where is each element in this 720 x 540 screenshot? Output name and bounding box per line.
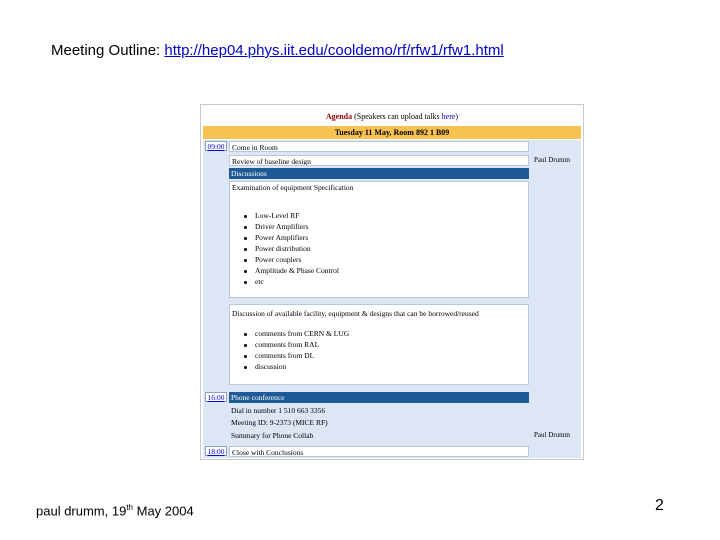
time-link-1800[interactable]: 18:00 (205, 446, 227, 456)
discussion-title: Discussion of available facility, equipment & designs that can be borrowed/reused (232, 309, 479, 318)
upload-here-link[interactable]: here (441, 112, 456, 121)
time-link-1600[interactable]: 16:00 (205, 392, 227, 402)
spec-list (244, 210, 339, 287)
page-number: 2 (655, 497, 664, 514)
footer-name: paul drumm, 19 (36, 503, 127, 519)
day-row: Tuesday 11 May, Room 892 1 B09 (203, 126, 581, 139)
session-discussions: Discussions (229, 168, 529, 179)
list-item: Driver Amplifiers (244, 221, 339, 232)
exam-title: Examination of equipment Specification (232, 183, 354, 192)
dial-in-number: Dial in number 1 510 663 3356 (231, 406, 326, 415)
list-item: Amplitude & Phase Control (244, 265, 339, 276)
list-item: Power distribution (244, 243, 339, 254)
agenda-screenshot (200, 104, 584, 460)
slide-title (51, 42, 504, 59)
agenda-note-prefix: (Speakers can upload talks (352, 112, 442, 121)
footer-author-date (36, 503, 194, 518)
agenda-title: Agenda (325, 112, 353, 121)
meeting-url-link[interactable]: http://hep04.phys.iit.edu/cooldemo/rf/rfw1/rfw1.html (164, 42, 504, 59)
agenda-header (203, 107, 581, 127)
title-prefix: Meeting Outline: (51, 42, 165, 59)
footer-sup: th (126, 503, 133, 512)
list-item: Low-Level RF (244, 210, 339, 221)
specification-box (229, 181, 529, 298)
speaker-1: Paul Drumm (534, 156, 570, 164)
item-come-in-room: Come in Room (229, 141, 529, 152)
list-item: etc (244, 276, 339, 287)
facility-box (229, 304, 529, 385)
list-item: comments from DL (244, 350, 349, 361)
list-item: comments from CERN & LUG (244, 328, 349, 339)
speaker-2: Paul Drumm (534, 431, 570, 439)
meeting-id: Meeting ID: 9-2373 (MICE RF) (231, 418, 328, 427)
list-item: Power couplers (244, 254, 339, 265)
item-close: Close with Conclusions (229, 446, 529, 457)
agenda-note-suffix: ) (455, 112, 459, 121)
footer-suffix: May 2004 (133, 503, 194, 519)
session-phone-conference: Phone conference (229, 392, 529, 403)
summary-item: Summary for Phone Collab (231, 431, 314, 440)
agenda-body (203, 140, 581, 458)
list-item: Power Amplifiers (244, 232, 339, 243)
time-link-0900[interactable]: 09:00 (205, 141, 227, 151)
list-item: discussion (244, 361, 349, 372)
item-review: Review of baseline design (229, 155, 529, 166)
facility-list (244, 328, 349, 372)
list-item: comments from RAL (244, 339, 349, 350)
